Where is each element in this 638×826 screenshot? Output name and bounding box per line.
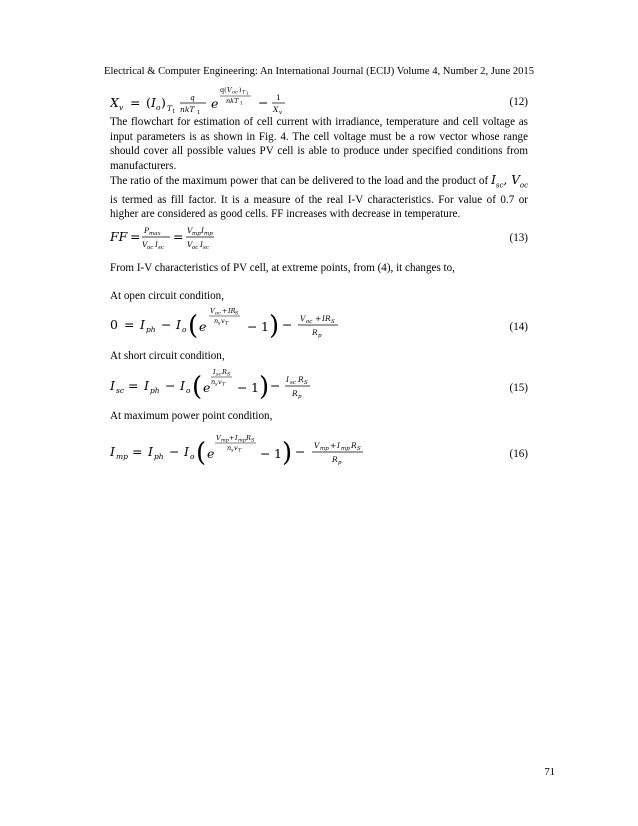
svg-text:I: I — [200, 240, 203, 249]
svg-text:oc: oc — [306, 319, 313, 325]
text-open-circuit: At open circuit condition, — [110, 290, 224, 302]
svg-text:v: v — [119, 103, 124, 112]
svg-text:I: I — [201, 226, 204, 235]
svg-text:+: + — [315, 314, 322, 323]
svg-text:mp: mp — [116, 452, 128, 461]
svg-text:IR: IR — [322, 314, 331, 323]
svg-text:o: o — [190, 452, 195, 461]
svg-text:v: v — [279, 110, 283, 116]
svg-text:ph: ph — [146, 325, 156, 334]
svg-text:): ) — [239, 86, 242, 94]
svg-text:1: 1 — [197, 110, 201, 116]
svg-text:sc: sc — [158, 245, 164, 251]
svg-text:V: V — [216, 434, 221, 442]
svg-text:v: v — [234, 444, 238, 452]
svg-text:s: s — [218, 320, 221, 327]
svg-text:1: 1 — [246, 90, 249, 96]
svg-text:(: ( — [146, 95, 151, 110]
svg-text:S: S — [331, 319, 335, 325]
svg-text:+: + — [229, 434, 235, 442]
svg-text:1: 1 — [172, 109, 176, 115]
svg-text:−: − — [237, 380, 248, 395]
svg-text:sc: sc — [203, 245, 209, 251]
journal-header: Electrical & Computer Engineering: An International Journal (ECIJ) Volume 4, Number 2, June 2015 — [103, 66, 535, 77]
svg-text:1: 1 — [261, 319, 269, 334]
svg-text:): ) — [161, 95, 166, 110]
equation-14-body — [110, 305, 410, 347]
svg-text:S: S — [227, 371, 231, 378]
svg-text:n: n — [214, 317, 219, 325]
svg-text:−: − — [247, 319, 258, 334]
svg-text:FF: FF — [110, 229, 128, 244]
svg-text:oc: oc — [147, 245, 154, 251]
svg-text:mp: mp — [192, 231, 201, 237]
svg-text:T: T — [242, 89, 246, 96]
svg-text:T: T — [167, 104, 173, 113]
paragraph-flowchart: The flowchart for estimation of cell current with irradiance, temperature and cell voltage as input parameters is as shown in Fig. 4. The cell voltage must be a row vector whose range should cover all possible values PV cell is able to produce under specified conditions from manufacturers. — [110, 116, 528, 172]
paragraph-fill-factor — [110, 173, 528, 222]
svg-text:I: I — [213, 368, 216, 376]
svg-text:e: e — [207, 446, 215, 461]
svg-text:V: V — [227, 86, 232, 94]
svg-text:R: R — [246, 434, 251, 442]
equation-14-number: (14) — [509, 321, 528, 333]
svg-text:o: o — [182, 325, 187, 334]
svg-text:P: P — [144, 226, 150, 235]
svg-text:1: 1 — [276, 93, 281, 102]
svg-text:+: + — [330, 441, 337, 450]
svg-text:−: − — [258, 95, 269, 110]
svg-text:T: T — [225, 320, 229, 327]
svg-text:V: V — [142, 240, 148, 249]
svg-text:=: = — [130, 229, 141, 244]
svg-text:): ) — [269, 311, 280, 341]
page-number: 71 — [544, 767, 555, 778]
svg-text:R: R — [298, 375, 304, 384]
svg-text:q(: q( — [220, 86, 227, 94]
svg-text:(: ( — [188, 311, 199, 341]
svg-text:V: V — [314, 441, 320, 450]
equation-13-number: (13) — [509, 232, 528, 244]
svg-text:=: = — [132, 444, 143, 459]
svg-text:I: I — [151, 95, 156, 110]
svg-text:I: I — [235, 434, 238, 442]
svg-text:p: p — [318, 333, 322, 339]
svg-text:oc: oc — [232, 89, 238, 96]
fill-factor-text-start: The ratio of the maximum power that can be delivered to the load and the product of — [110, 175, 489, 187]
svg-text:e: e — [199, 319, 207, 334]
equation-13-body — [110, 222, 310, 254]
svg-text:T: T — [222, 381, 226, 388]
svg-text:+: + — [222, 307, 228, 315]
svg-text:=: = — [173, 229, 184, 244]
svg-text:mp: mp — [341, 446, 350, 452]
equation-16-number: (16) — [509, 448, 528, 460]
svg-text:R: R — [222, 368, 227, 376]
svg-text:s: s — [231, 447, 234, 454]
svg-text:o: o — [156, 103, 161, 112]
svg-text:−: − — [169, 444, 180, 459]
svg-text:I: I — [140, 317, 145, 332]
svg-text:R: R — [351, 441, 357, 450]
svg-text:1: 1 — [251, 380, 259, 395]
svg-text:I: I — [337, 441, 340, 450]
svg-text:nkT: nkT — [180, 105, 195, 114]
svg-text:=: = — [124, 317, 135, 332]
svg-text:): ) — [259, 372, 270, 402]
svg-text:): ) — [282, 438, 293, 468]
svg-text:R: R — [292, 389, 298, 398]
svg-text:IR: IR — [228, 307, 236, 315]
svg-text:mp: mp — [221, 437, 229, 444]
svg-text:max: max — [149, 231, 161, 237]
svg-text:V: V — [300, 314, 306, 323]
equation-12-number: (12) — [509, 96, 528, 108]
svg-text:oc: oc — [215, 310, 221, 317]
svg-text:=: = — [130, 95, 141, 110]
svg-text:1: 1 — [274, 446, 282, 461]
svg-text:q: q — [190, 93, 195, 102]
svg-text:e: e — [203, 380, 211, 395]
svg-text:o: o — [186, 386, 191, 395]
svg-text:ph: ph — [150, 386, 160, 395]
svg-text:=: = — [128, 378, 139, 393]
svg-text:e: e — [211, 96, 219, 111]
svg-text:R: R — [332, 455, 338, 464]
svg-text:S: S — [304, 380, 308, 386]
svg-text:mp: mp — [238, 437, 246, 444]
svg-text:s: s — [215, 381, 218, 388]
svg-text:T: T — [238, 447, 242, 454]
svg-text:p: p — [338, 460, 342, 466]
equation-16-body — [110, 430, 430, 474]
svg-text:nkT: nkT — [226, 97, 239, 105]
svg-text:I: I — [155, 240, 158, 249]
svg-text:I: I — [176, 317, 181, 332]
svg-text:I: I — [148, 444, 153, 459]
equation-15-number: (15) — [509, 382, 528, 394]
svg-text:S: S — [357, 446, 361, 452]
text-extreme-points: From I-V characteristics of PV cell, at extreme points, from (4), it changes to, — [110, 262, 455, 274]
svg-text:sc: sc — [116, 386, 125, 395]
svg-text:0: 0 — [110, 317, 118, 332]
svg-text:sc: sc — [216, 371, 222, 378]
svg-text:V: V — [187, 226, 193, 235]
svg-text:S: S — [235, 310, 239, 317]
svg-text:−: − — [260, 446, 271, 461]
svg-text:−: − — [295, 444, 306, 459]
svg-text:(: ( — [196, 438, 207, 468]
svg-text:−: − — [282, 317, 293, 332]
equation-16 — [110, 430, 528, 490]
svg-text:I: I — [144, 378, 149, 393]
svg-text:mp: mp — [320, 446, 329, 452]
svg-text:I: I — [110, 378, 115, 393]
svg-text:mp: mp — [204, 231, 213, 237]
svg-text:X: X — [273, 105, 279, 114]
svg-text:ph: ph — [154, 452, 164, 461]
svg-text:(: ( — [192, 372, 203, 402]
svg-text:sc: sc — [290, 380, 296, 386]
svg-text:n: n — [227, 444, 232, 452]
svg-text:n: n — [211, 378, 216, 386]
svg-text:v: v — [218, 378, 222, 386]
svg-text:oc: oc — [192, 245, 199, 251]
fill-factor-text-end: is termed as fill factor. It is a measure of the real I-V characteristics. For value of 0.7 or higher are considered as good cells. FF increases with decrease in temperature. — [110, 193, 528, 221]
svg-text:I: I — [286, 375, 289, 384]
svg-text:R: R — [312, 328, 318, 337]
svg-text:I: I — [110, 444, 115, 459]
svg-text:S: S — [251, 437, 255, 444]
text-mpp: At maximum power point condition, — [110, 410, 273, 422]
svg-text:1: 1 — [240, 101, 243, 107]
svg-text:V: V — [187, 240, 193, 249]
svg-text:I: I — [180, 378, 185, 393]
svg-text:I: I — [184, 444, 189, 459]
text-short-circuit: At short circuit condition, — [110, 350, 225, 362]
svg-text:v: v — [221, 317, 225, 325]
equation-15-body — [110, 366, 410, 408]
svg-text:p: p — [298, 394, 302, 400]
svg-text:−: − — [165, 378, 176, 393]
svg-text:X: X — [110, 95, 119, 110]
svg-text:V: V — [210, 307, 215, 315]
svg-text:−: − — [161, 317, 172, 332]
svg-text:−: − — [270, 378, 281, 393]
inline-isc-voc: $I_{sc}$, $V_{oc}$ — [491, 173, 529, 190]
